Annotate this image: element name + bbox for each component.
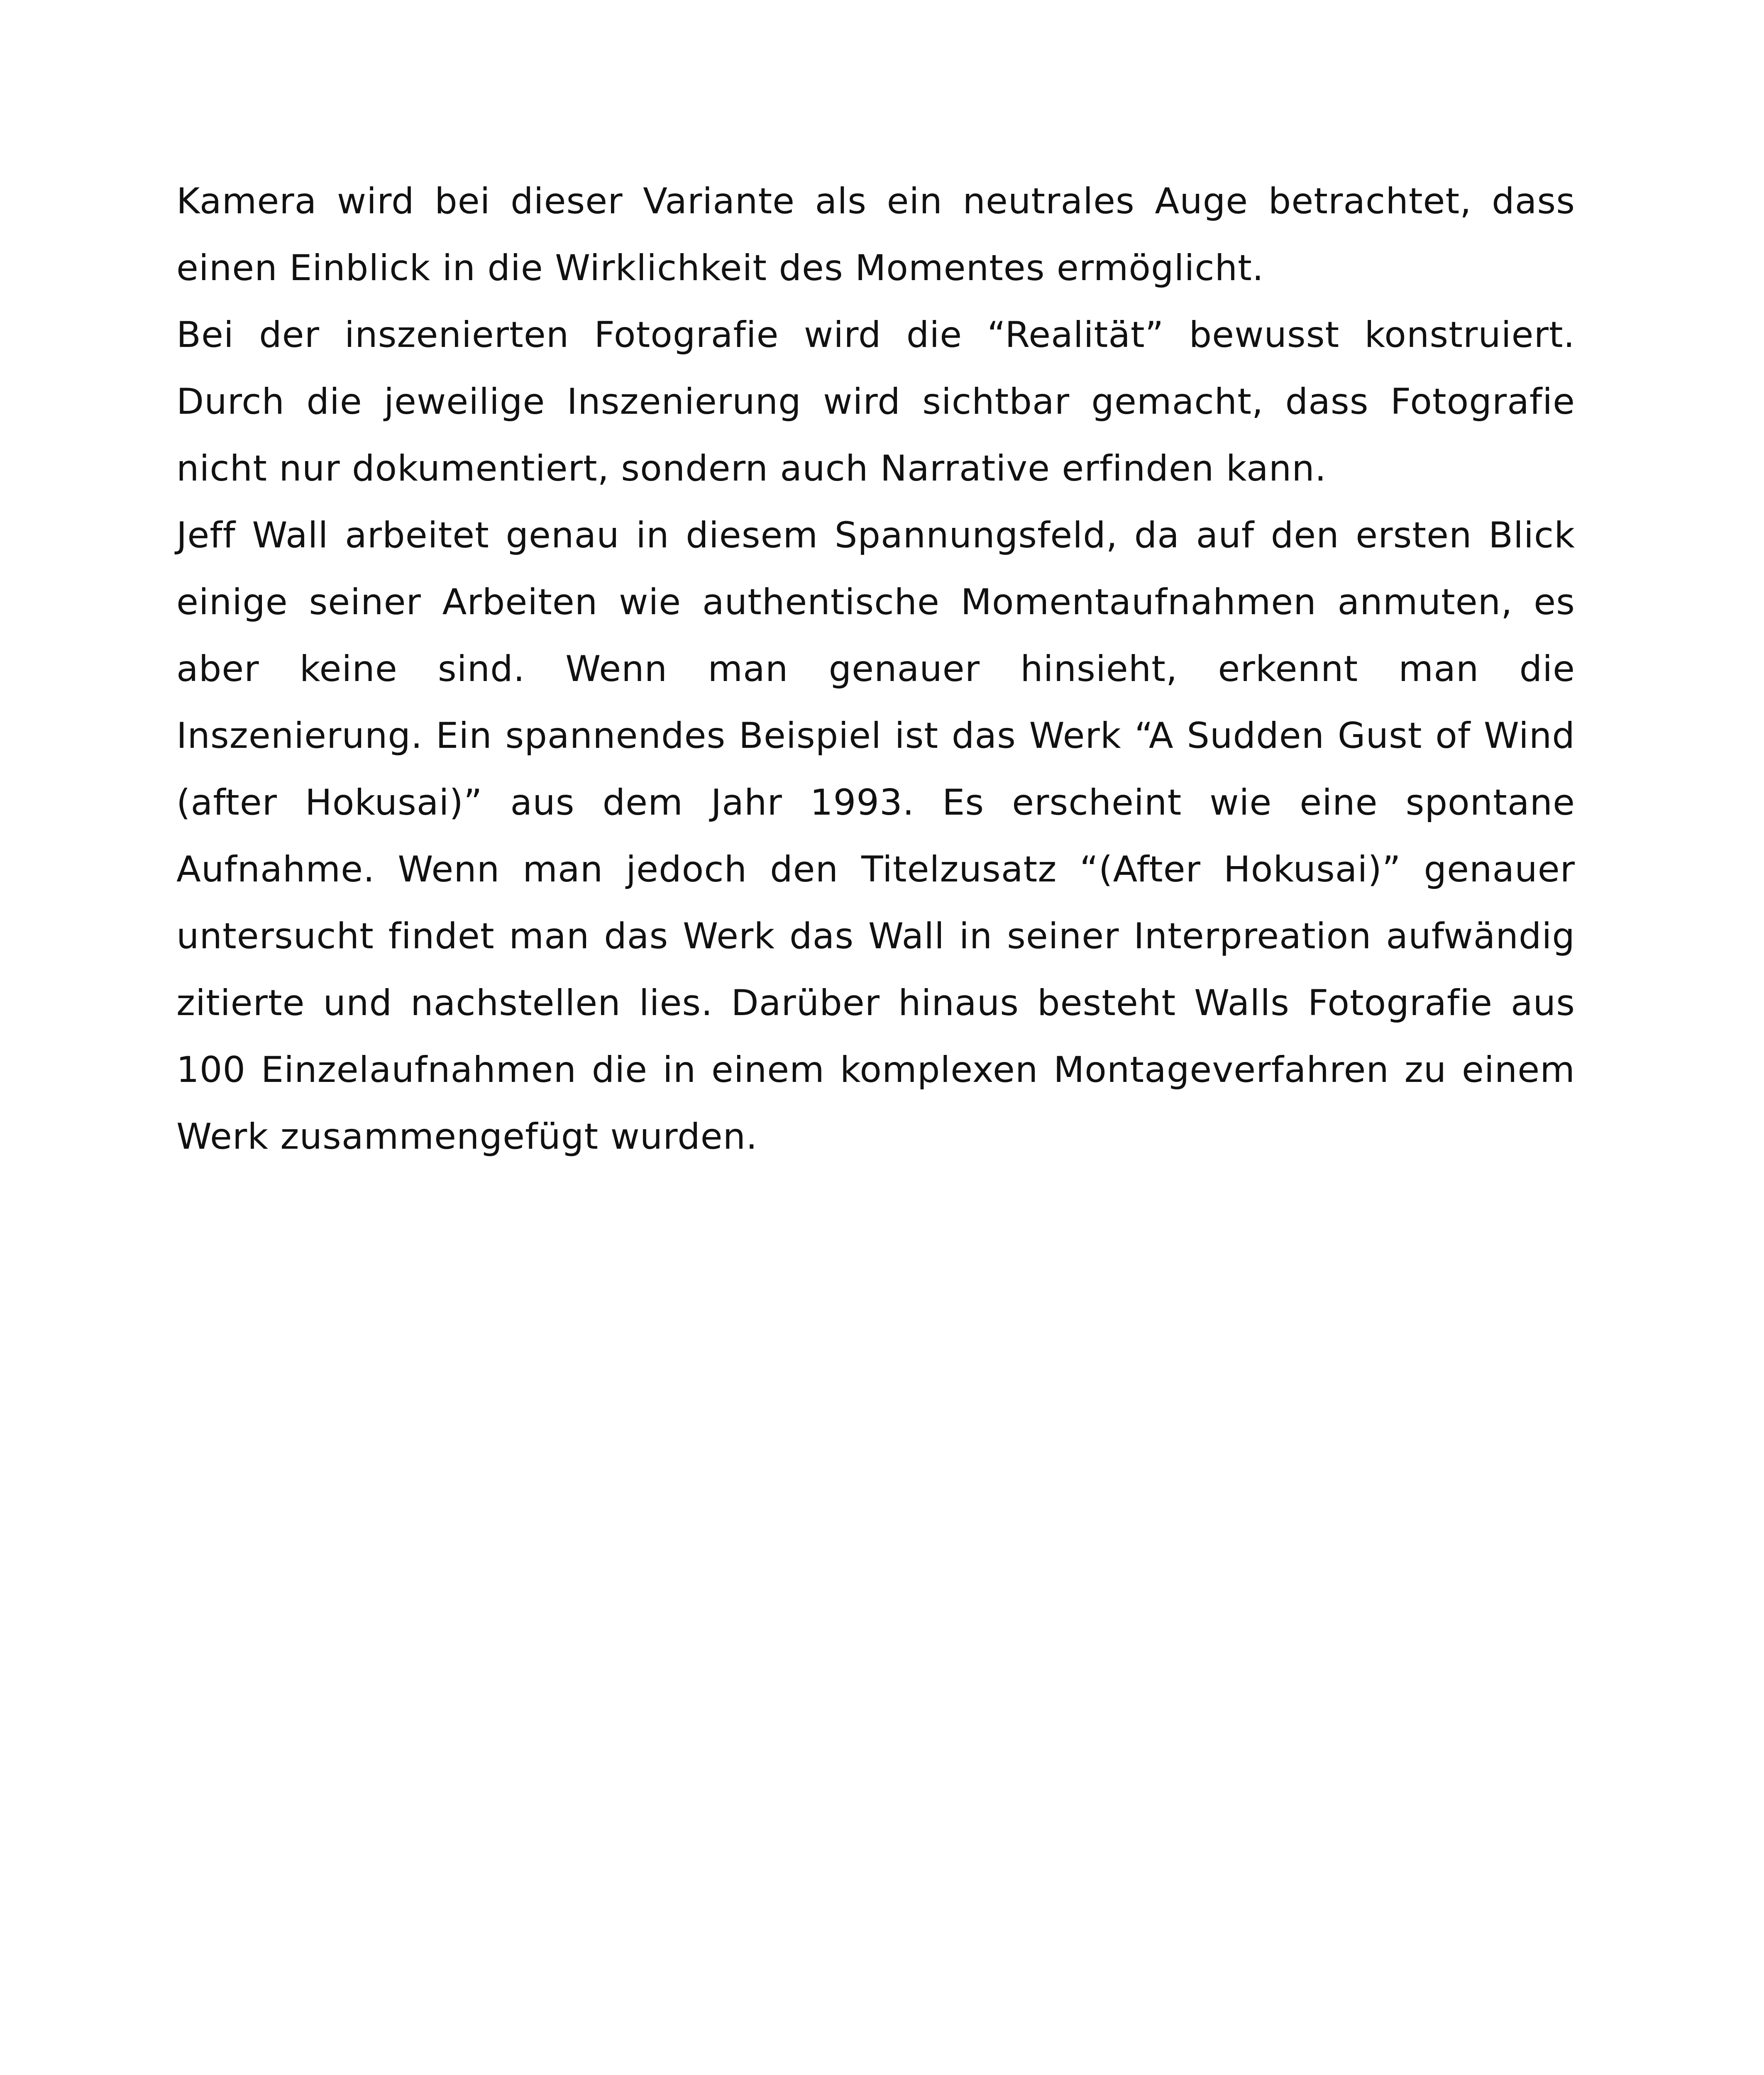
paragraph-camera-neutral-eye: Kamera wird bei dieser Variante als ein neutrales Auge betrachtet, dass einen Einblick in die Wirklichkeit des Momentes ermöglicht. <box>176 181 1575 289</box>
paragraph-jeff-wall: Jeff Wall arbeitet genau in diesem Spannungsfeld, da auf den ersten Blick einige seiner Arbeiten wie authentische Momentaufnahmen anmuten, es aber keine sind. Wenn man genauer hinsieht, erkennt man die Inszenierung. Ein spannendes Beispiel ist das Werk “A Sudden Gust of Wind (after Hokusai)” aus dem Jahr 1993. Es erscheint wie eine spontane Aufnahme. Wenn man jedoch den Titelzusatz “(After Hokusai)” genauer untersucht findet man das Werk das Wall in seiner Interpreation aufwändig zitierte und nachstellen lies. Darüber hinaus besteht Walls Fotografie aus 100 Einzelaufnahmen die in einem komplexen Montageverfahren zu einem Werk zusammengefügt wurden. <box>176 515 1575 1157</box>
body-text <box>176 168 1575 1170</box>
paragraph-staged-photography: Bei der inszenierten Fotografie wird die “Realität” bewusst konstruiert. Durch die jeweilige Inszenierung wird sichtbar gemacht, dass Fotografie nicht nur dokumentiert, sondern auch Narrative erfinden kann. <box>176 314 1575 489</box>
